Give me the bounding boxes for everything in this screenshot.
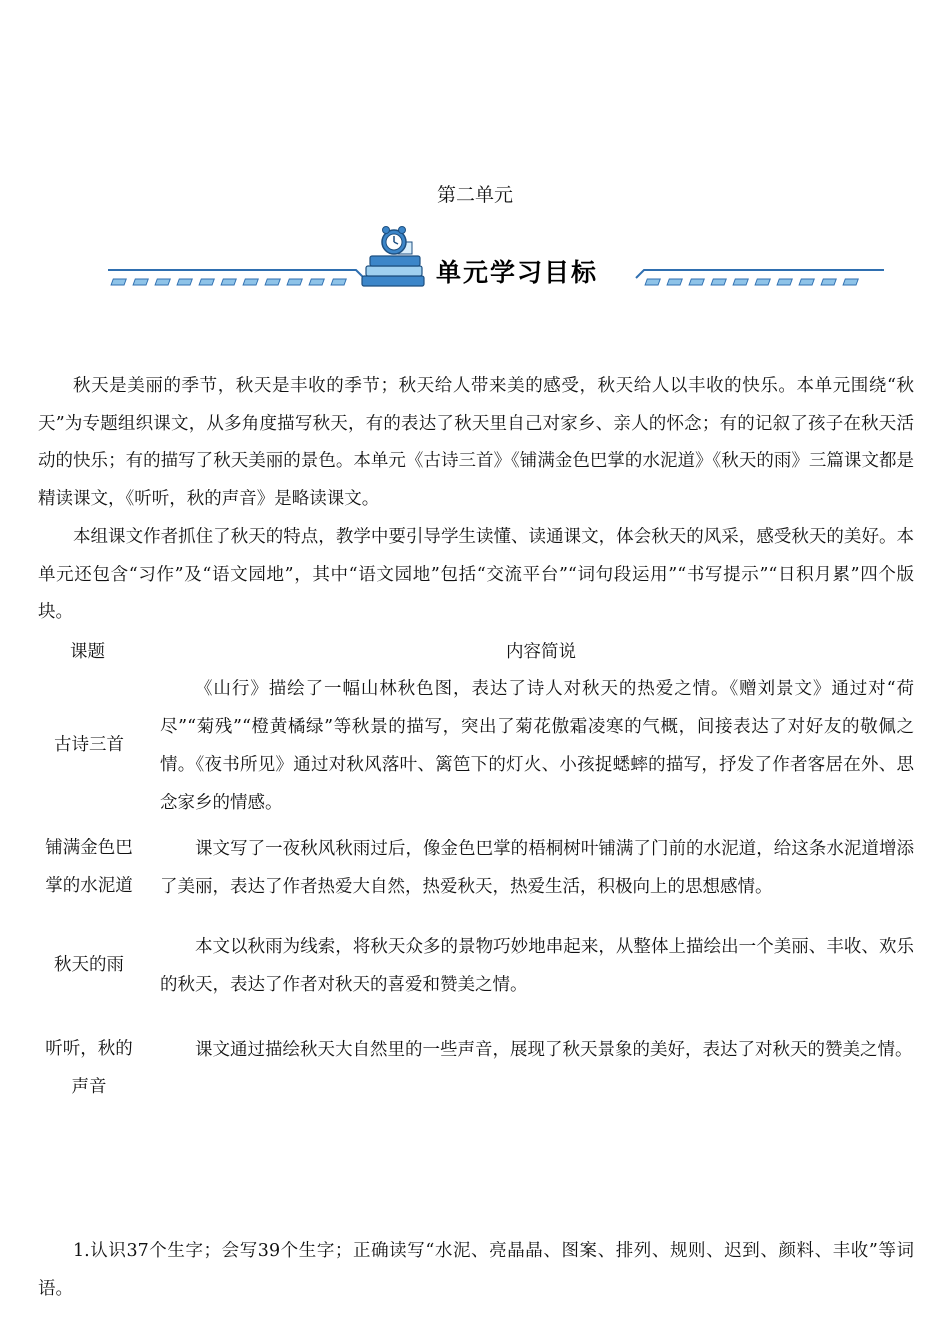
table-row-summary: 课文通过描绘秋天大自然里的一些声音，展现了秋天景象的美好，表达了对秋天的赞美之情。: [195, 1040, 913, 1060]
intro-paragraph: 本组课文作者抓住了秋天的特点，教学中要引导学生读懂、读通课文，体会秋天的风采，感受秋天的美好。本单元还包含“习作”及“语文园地”，其中“语文园地”包括“交流平台”“词句段运用”“书写提示”“日积月累”四个版块。: [38, 527, 914, 622]
table-row-summary: 《山行》描绘了一幅山林秋色图，表达了诗人对秋天的热爱之情。《赠刘景文》通过对“荷尽”“菊残”“橙黄橘绿”等秋景的描写，突出了菊花傲霜凌寒的气概，间接表达了对好友的敬佩之情。《夜书所见》通过对秋风落叶、篱笆下的灯火、小孩捉蟋蟀的描写，抒发了作者客居在外、思念家乡的情感。: [160, 679, 914, 813]
table-row-summary: 课文写了一夜秋风秋雨过后，像金色巴掌的梧桐树叶铺满了门前的水泥道，给这条水泥道增添了美丽，表达了作者热爱大自然，热爱秋天，热爱生活，积极向上的思想感情。: [160, 839, 914, 897]
learning-goal-item: 1.认识37个生字；会写39个生字；正确读写“水泥、亮晶晶、图案、排列、规则、迟到、颜料、丰收”等词语。: [38, 1241, 914, 1299]
table-row-topic: 铺满金色巴掌的水泥道: [45, 838, 133, 896]
table-row-topic: 听听，秋的声音: [45, 1039, 133, 1097]
table-row-topic: 古诗三首: [54, 735, 124, 755]
table-row-summary: 本文以秋雨为线索，将秋天众多的景物巧妙地串起来，从整体上描绘出一个美丽、丰收、欢乐的秋天，表达了作者对秋天的喜爱和赞美之情。: [160, 937, 914, 995]
intro-paragraph: 秋天是美丽的季节，秋天是丰收的季节；秋天给人带来美的感受，秋天给人以丰收的快乐。本单元围绕“秋天”为专题组织课文，从多角度描写秋天，有的表达了秋天里自己对家乡、亲人的怀念；有的记叙了孩子在秋天活动的快乐；有的描写了秋天美丽的景色。本单元《古诗三首》《铺满金色巴掌的水泥道》《秋天的雨》三篇课文都是精读课文，《听听，秋的声音》是略读课文。: [38, 376, 914, 509]
banner-heading: 单元学习目标: [436, 258, 599, 287]
column-header-summary: 内容简说: [506, 642, 576, 662]
books-clock-icon: [362, 227, 424, 287]
unit-title: 第二单元: [436, 184, 513, 206]
table-row-topic: 秋天的雨: [54, 955, 124, 975]
banner-right-ribbon: [636, 270, 884, 285]
column-header-topic: 课题: [70, 642, 105, 662]
banner-left-ribbon: [108, 270, 364, 285]
